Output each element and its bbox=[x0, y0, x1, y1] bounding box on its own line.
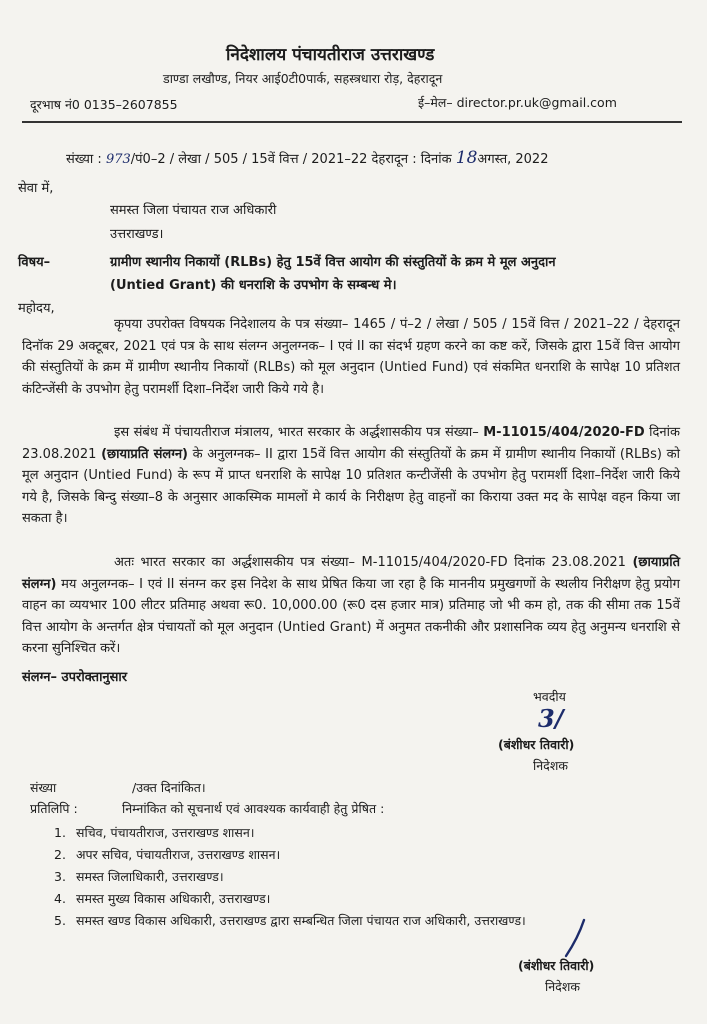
ref-handwritten-number: 973 bbox=[105, 152, 131, 167]
signatory-name: (बंशीधर तिवारी) bbox=[498, 737, 575, 752]
copy-sankhya-text: /उक्त दिनांकित। bbox=[132, 780, 206, 795]
signature-stroke bbox=[562, 918, 592, 960]
subject-line2: (Untied Grant) की धनराशि के उपभोग के सम्बन्ध मे। bbox=[110, 278, 397, 293]
office-title: निदेशालय पंचायतीराज उत्तराखण्ड bbox=[226, 45, 435, 65]
p3-a: अतः भारत सरकार का अर्द्धशासकीय पत्र संख्या– M-11015/404/2020-FD दिनांक 23.08.2021 bbox=[114, 555, 633, 570]
ref-label: संख्या : bbox=[66, 152, 102, 167]
p2-c: दिनांक 23.08.2021 bbox=[22, 425, 681, 462]
list-item: 5. समस्त खण्ड विकास अधिकारी, उत्तराखण्ड द्वारा सम्बन्धित जिला पंचायत राज अधिकारी, उत्तराखण्ड। bbox=[54, 913, 526, 928]
email-address: director.pr.uk@gmail.com bbox=[456, 95, 617, 110]
p3-c: मय अनुलग्नक– I एवं II संनग्न कर इस निदेश के साथ प्रेषित किया जा रहा है कि माननीय प्रमुखगणों के स्थलीय निरीक्षण हेतु प्रयोग वाहन का व्ययभार 100 लीटर प्रतिमाह अथवा रू0. 10,000.00 (रू0 दस हजार मात्र) प्रतिमाह जो भी कम हो, तक की सीमा तक 15वें वित्त आयोग के अन्तर्गत क्षेत्र पंचायतों को मूल अनुदान (Untied Grant) में अनुमत तकनीकी और प्रशासनिक व्यय हेतु अनुमन्य धनराशि से करना सुनिश्चित करें। bbox=[22, 576, 680, 656]
ref-handwritten-day: 18 bbox=[455, 148, 478, 168]
list-item: 3. समस्त जिलाधिकारी, उत्तराखण्ड। bbox=[54, 869, 224, 884]
office-email bbox=[418, 94, 617, 111]
copy-recipient-list bbox=[54, 822, 526, 932]
office-phone: दूरभाष नं0 0135–2607855 bbox=[30, 97, 178, 112]
paragraph-3 bbox=[22, 552, 680, 660]
signatory-title-2: निदेशक bbox=[545, 979, 580, 994]
pratilipi-intro: निम्नांकित को सूचनार्थ एवं आवश्यक कार्यवाही हेतु प्रेषित : bbox=[122, 801, 385, 816]
subject-line1: ग्रामीण स्थानीय निकायों (RLBs) हेतु 15वें वित्त आयोग की संस्तुतियों के क्रम मे मूल अनुदान bbox=[110, 255, 556, 270]
p3-enclosure-note: (छायाप्रति संलग्न) bbox=[22, 555, 680, 592]
subject-label: विषय– bbox=[18, 255, 51, 270]
closing-bhavdiy: भवदीय bbox=[533, 689, 566, 704]
ref-text: /पं0–2 / लेखा / 505 / 15वें वित्त / 2021–22 देहरादून : दिनांक bbox=[130, 152, 452, 167]
salutation: महोदय, bbox=[18, 301, 55, 316]
copy-sankhya-label: संख्या bbox=[30, 780, 57, 795]
recipient-line1: समस्त जिला पंचायत राज अधिकारी bbox=[110, 203, 277, 218]
signatory-name-2: (बंशीधर तिवारी) bbox=[518, 958, 595, 973]
reference-line bbox=[66, 148, 548, 168]
pratilipi-label: प्रतिलिपि : bbox=[30, 801, 78, 816]
p2-ref-number: M-11015/404/2020-FD bbox=[483, 425, 645, 440]
signatory-title: निदेशक bbox=[533, 758, 568, 773]
paragraph-1: कृपया उपरोक्त विषयक निदेशालय के पत्र संख्या– 1465 / पं–2 / लेखा / 505 / 15वें वित्त / 2021–22 / देहरादून दिनॉक 29 अक्टूबर, 2021 एवं पत्र के साथ संलग्न अनुलग्नक– I एवं II का संदर्भ ग्रहण करने का कष्ट करें, जिसके द्वारा 15वें वित्त आयोग की संस्तुतियों के क्रम में ग्रामीण स्थानीय निकायों (RLBs) को मूल अनुदान (Untied Fund) एवं संकमित धनराशि के सापेक्ष 10 प्रतिशत कंटिन्जेंसी के उपभोग हेतु परामर्शी दिशा–निर्देश जारी किये गये है। bbox=[22, 317, 680, 397]
recipient-line2: उत्तराखण्ड। bbox=[110, 227, 164, 242]
ref-month-year: अगस्त, 2022 bbox=[477, 152, 549, 167]
office-address: डाण्डा लखौण्ड, नियर आई0टी0पार्क, सहस्त्रधारा रोड़, देहरादून bbox=[163, 71, 443, 86]
list-item: 1. सचिव, पंचायतीराज, उत्तराखण्ड शासन। bbox=[54, 825, 255, 840]
enclosure-line: संलग्न– उपरोक्तानुसार bbox=[22, 670, 128, 685]
email-label: ई–मेल– bbox=[418, 95, 453, 110]
header-divider bbox=[22, 121, 682, 123]
seva-me: सेवा में, bbox=[18, 181, 54, 196]
paragraph-2 bbox=[22, 422, 680, 530]
list-item: 2. अपर सचिव, पंचायतीराज, उत्तराखण्ड शासन। bbox=[54, 847, 281, 862]
p2-e: के अनुलग्नक– II द्वारा 15वें वित्त आयोग की संस्तुतियों के क्रम में ग्रामीण स्थानीय निकायों (RLBs) को मूल अनुदान (Untied Fund) के रूप में प्राप्त धनराशि के सापेक्ष 10 प्रतिशत कन्टीजेंसी के उपभोग हेतु परामर्शी दिशा–निर्देश जारी किये गये है, जिसके बिन्दु संख्या–8 के अनुसार आकस्मिक मामलों मे कार्य के निरीक्षण हेतु वाहनों का किराया उक्त मद के सापेक्ष वहन किया जा सकता है। bbox=[22, 446, 680, 526]
p2-enclosure-note: (छायाप्रति संलग्न) bbox=[101, 446, 188, 462]
handwritten-signature: 3/ bbox=[538, 704, 564, 733]
p2-a: इस संबंध में पंचायतीराज मंत्रालय, भारत सरकार के अर्द्धशासकीय पत्र संख्या– bbox=[114, 425, 484, 440]
list-item: 4. समस्त मुख्य विकास अधिकारी, उत्तराखण्ड। bbox=[54, 891, 271, 906]
